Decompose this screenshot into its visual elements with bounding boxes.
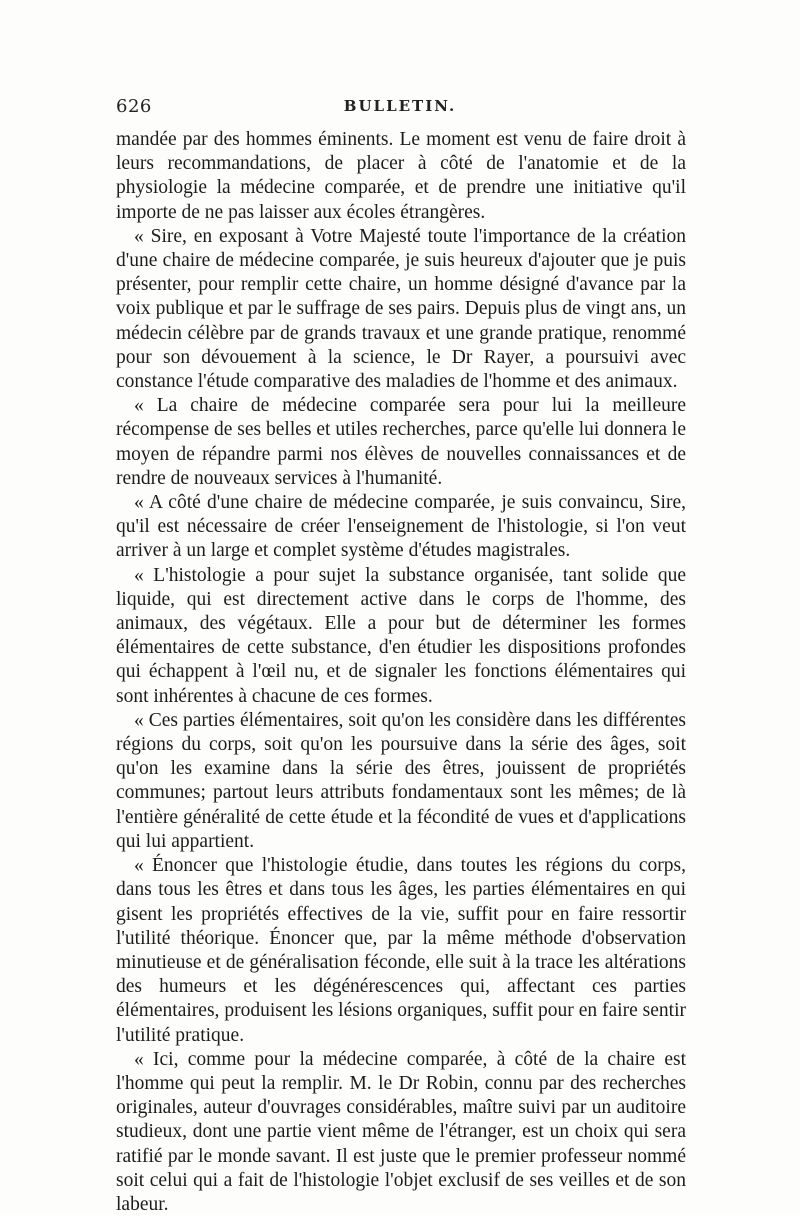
- paragraph-8: « Ici, comme pour la médecine comparée, à côté de la chaire est l'homme qui peut la remplir. M. le Dr Robin, connu par des recherches originales, auteur d'ouvrages considérables, maître suivi par un auditoire studieux, dont une partie vient même de l'étranger, est un choix qui sera ratifié par le monde savant. Il est juste que le premier professeur nommé soit celui qui a fait de l'histologie l'objet exclusif de ses veilles et de son labeur.: [116, 1048, 686, 1215]
- paragraph-1: mandée par des hommes éminents. Le moment est venu de faire droit à leurs recommandations, de placer à côté de l'anatomie et de la physiologie la médecine comparée, et de prendre une initiative qu'il importe de ne pas laisser aux écoles étrangères.: [116, 129, 686, 223]
- paragraph-4: « A côté d'une chaire de médecine comparée, je suis convaincu, Sire, qu'il est nécessaire de créer l'enseignement de l'histologie, si l'on veut arriver à un large et complet système d'études magistrales.: [116, 492, 686, 562]
- page-number: 626: [116, 96, 152, 117]
- paragraph-2: « Sire, en exposant à Votre Majesté toute l'importance de la création d'une chaire de médecine comparée, je suis heureux d'ajouter que je puis présenter, pour remplir cette chaire, un homme désigné d'avance par la voix publique et par le suffrage de ses pairs. Depuis plus de vingt ans, un médecin célèbre par de grands travaux et une grande pratique, renommé pour son dévouement à la science, le Dr Rayer, a poursuivi avec constance l'étude comparative des maladies de l'homme et des animaux.: [116, 225, 686, 393]
- running-title: BULLETIN.: [343, 97, 457, 115]
- paragraph-3: « La chaire de médecine comparée sera pour lui la meilleure récompense de ses belles et utiles recherches, parce qu'elle lui donnera le moyen de répandre parmi nos élèves de nouvelles connaissances et de rendre de nouveaux services à l'humanité.: [116, 395, 686, 489]
- page-header: [116, 96, 684, 124]
- paragraph-6: « Ces parties élémentaires, soit qu'on les considère dans les différentes régions du corps, soit qu'on les poursuive dans la série des âges, soit qu'on les examine dans la série des êtres, jouissent de propriétés communes; partout leurs attributs fondamentaux sont les mêmes; de là l'entière généralité de cette étude et la fécondité de vues et d'applications qui lui appartient.: [116, 709, 686, 852]
- paragraph-7: « Énoncer que l'histologie étudie, dans toutes les régions du corps, dans tous les êtres et dans tous les âges, les parties élémentaires en qui gisent les propriétés effectives de la vie, suffit pour en faire ressortir l'utilité théorique. Énoncer que, par la même méthode d'observation minutieuse et de généralisation féconde, elle suit à la trace les altérations des humeurs et les dégénérescences qui, affectant ces parties élémentaires, produisent les lésions organiques, suffit pour en faire sentir l'utilité pratique.: [116, 855, 686, 1046]
- paragraph-5: « L'histologie a pour sujet la substance organisée, tant solide que liquide, qui est directement active dans le corps de l'homme, des animaux, des végétaux. Elle a pour but de déterminer les formes élémentaires de cette substance, d'en étudier les dispositions profondes qui échappent à l'œil nu, et de signaler les fonctions élémentaires qui sont inhérentes à chacune de ces formes.: [116, 564, 686, 707]
- body-text: [116, 128, 686, 1217]
